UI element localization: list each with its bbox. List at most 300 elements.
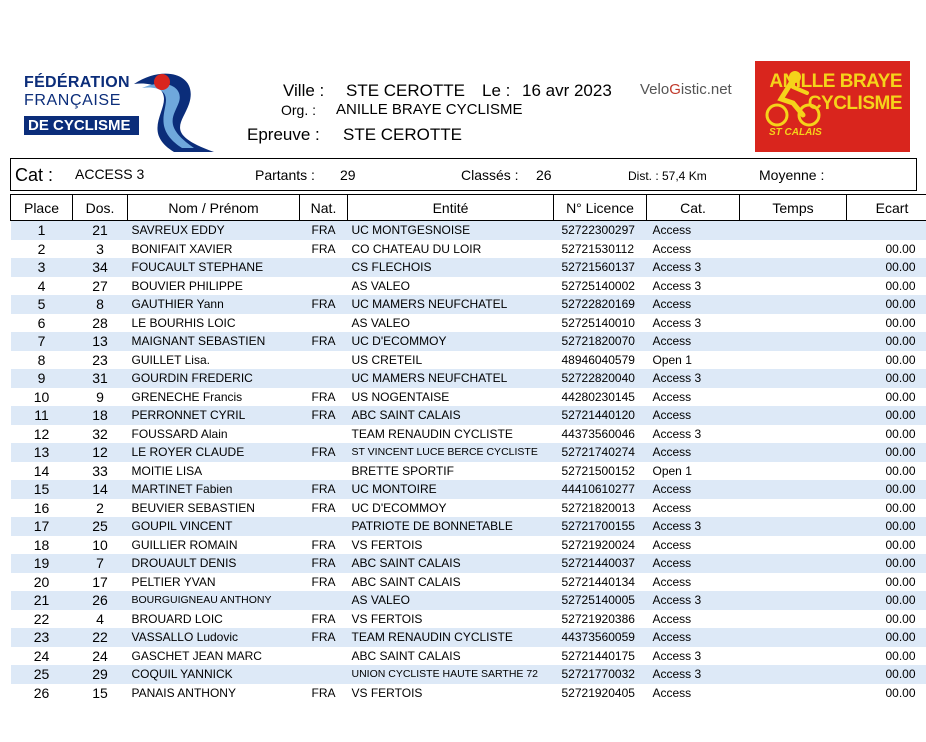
cell-temps: [740, 591, 847, 610]
classes-value: 26: [536, 167, 552, 183]
cell-ecart: 00.00: [847, 443, 926, 462]
cat-label: Cat :: [15, 165, 54, 185]
cell-nom: VASSALLO Ludovic: [128, 628, 300, 647]
org-label: Org. :: [281, 102, 317, 118]
cell-ecart: 00.00: [847, 406, 926, 425]
cell-ecart: 00.00: [885, 463, 916, 478]
cell-nom: GRENECHE Francis: [131, 389, 243, 404]
cell-cat: Access: [647, 406, 740, 425]
cell-nat: FRA: [311, 241, 336, 256]
cell-place: 22: [33, 610, 50, 627]
cell-entite: CO CHATEAU DU LOIR: [351, 241, 482, 256]
cell-place: 18: [33, 536, 50, 553]
cell-dos: 27: [92, 277, 108, 294]
table-row: [11, 665, 926, 684]
cell-cat: Access 3: [652, 278, 702, 293]
cell-place: 7: [11, 332, 73, 351]
cell-nat: [300, 425, 348, 444]
cell-temps: [740, 499, 847, 518]
federation-logo-line1: FÉDÉRATION: [24, 74, 130, 91]
cell-entite: ABC SAINT CALAIS: [351, 648, 461, 663]
results-table: [10, 194, 926, 702]
classes-label: Classés :: [461, 167, 519, 183]
cell-licence: 52725140010: [561, 315, 635, 330]
table-row: [11, 480, 926, 499]
cell-temps: [740, 628, 847, 647]
table-row: [11, 332, 926, 351]
table-row: [11, 295, 926, 314]
cell-nom: LE ROYER CLAUDE: [128, 443, 300, 462]
cell-ecart: 00.00: [885, 500, 916, 515]
cell-nat: [300, 351, 348, 370]
cell-temps: [740, 425, 847, 444]
federation-logo-line2: FRANÇAISE: [24, 92, 121, 109]
date-label: Le :: [482, 81, 511, 100]
cell-nat: FRA: [300, 295, 348, 314]
cell-temps: [740, 480, 847, 499]
cell-temps: [740, 332, 847, 351]
cell-dos: 34: [73, 258, 128, 277]
col-header-place[interactable]: Place: [11, 195, 73, 221]
cell-temps: [740, 443, 847, 462]
cell-nom: GOUPIL VINCENT: [128, 517, 300, 536]
cell-ecart: 00.00: [885, 352, 916, 367]
cell-licence: 52721920386: [561, 611, 635, 626]
cell-licence: 52721820070: [554, 332, 647, 351]
cell-dos: 31: [73, 369, 128, 388]
cell-place: 3: [11, 258, 73, 277]
cell-nom: FOUSSARD Alain: [131, 426, 228, 441]
club-logo: [755, 61, 910, 152]
cell-dos: 33: [92, 462, 108, 479]
cell-licence: 52721440037: [554, 554, 647, 573]
cell-cat: Access: [647, 221, 740, 240]
table-row: [11, 443, 926, 462]
cell-entite: VS FERTOIS: [351, 537, 423, 552]
cell-cat: Access: [652, 389, 692, 404]
cell-dos: 32: [92, 425, 108, 442]
cell-temps: [740, 314, 847, 333]
cell-nom: PELTIER YVAN: [131, 574, 216, 589]
cell-ecart: 00.00: [885, 648, 916, 663]
partants-label: Partants :: [255, 167, 315, 183]
cell-nat: FRA: [311, 389, 336, 404]
cell-temps: [740, 462, 847, 481]
cell-entite: AS VALEO: [351, 315, 410, 330]
cell-entite: PATRIOTE DE BONNETABLE: [348, 517, 554, 536]
cell-temps: [740, 258, 847, 277]
cell-entite: US CRETEIL: [351, 352, 423, 367]
cell-temps: [740, 684, 847, 703]
cell-dos: 4: [96, 610, 104, 627]
cell-licence: 52721440120: [554, 406, 647, 425]
cell-entite: UC MONTOIRE: [348, 480, 554, 499]
cell-place: 5: [11, 295, 73, 314]
cell-nat: [300, 314, 348, 333]
epreuve-value: STE CEROTTE: [343, 125, 463, 144]
federation-logo: [14, 64, 219, 152]
col-header-temps[interactable]: Temps: [740, 195, 847, 221]
cell-cat: Access: [652, 537, 692, 552]
cell-dos: 24: [92, 647, 108, 664]
cell-dos: 12: [73, 443, 128, 462]
cell-nom: MOITIE LISA: [131, 463, 203, 478]
cell-entite: UC MAMERS NEUFCHATEL: [348, 295, 554, 314]
cell-entite: AS VALEO: [348, 591, 554, 610]
cell-licence: 52721920405: [561, 685, 635, 700]
cell-temps: [740, 536, 847, 555]
cell-nat: [300, 647, 348, 666]
cell-temps: [740, 573, 847, 592]
cell-temps: [740, 295, 847, 314]
cell-temps: [740, 406, 847, 425]
epreuve-label: Epreuve :: [247, 125, 320, 144]
table-row: [11, 425, 926, 444]
cell-ecart: [847, 221, 926, 240]
cell-entite: CS FLECHOIS: [348, 258, 554, 277]
cell-cat: Access: [647, 628, 740, 647]
cell-nat: FRA: [300, 332, 348, 351]
cell-licence: 52721440134: [561, 574, 635, 589]
cell-nat: [300, 277, 348, 296]
cell-nat: [300, 258, 348, 277]
cell-dos: 29: [73, 665, 128, 684]
cell-cat: Access: [647, 480, 740, 499]
cell-entite: ST VINCENT LUCE BERCE CYCLISTE: [348, 443, 554, 462]
cell-nat: FRA: [311, 537, 336, 552]
cell-nom: BONIFAIT XAVIER: [131, 241, 233, 256]
cell-nat: [300, 369, 348, 388]
cell-licence: 44280230145: [561, 389, 635, 404]
cell-place: 26: [33, 684, 50, 701]
table-row: [11, 462, 926, 481]
cell-dos: 26: [73, 591, 128, 610]
cell-cat: Access: [652, 611, 692, 626]
cell-nom: BOUVIER PHILIPPE: [131, 278, 243, 293]
cell-place: 8: [37, 351, 46, 368]
cell-place: 23: [11, 628, 73, 647]
cell-cat: Access: [652, 500, 692, 515]
results-body: [11, 221, 926, 703]
cell-nat: FRA: [311, 500, 336, 515]
club-logo-name: [769, 71, 902, 115]
cell-licence: 52721820013: [561, 500, 635, 515]
cell-temps: [740, 221, 847, 240]
cell-temps: [740, 388, 847, 407]
cell-nom: SAVREUX EDDY: [128, 221, 300, 240]
ville-value: STE CEROTTE: [346, 81, 466, 100]
cell-dos: 28: [92, 314, 108, 331]
cell-nat: FRA: [300, 628, 348, 647]
col-header-entite[interactable]: Entité: [348, 195, 554, 221]
table-row: [11, 591, 926, 610]
cell-licence: 44410610277: [554, 480, 647, 499]
club-logo-line1: ANILLE BRAYE: [769, 71, 902, 92]
cell-dos: 25: [73, 517, 128, 536]
cell-cat: Open 1: [652, 352, 692, 367]
cell-temps: [740, 517, 847, 536]
cell-entite: VS FERTOIS: [351, 685, 423, 700]
cell-licence: 52721740274: [554, 443, 647, 462]
cell-place: 12: [33, 425, 50, 442]
cell-nom: GUILLIER ROMAIN: [131, 537, 238, 552]
cell-nat: FRA: [300, 554, 348, 573]
cell-temps: [740, 277, 847, 296]
cell-nom: BOURGUIGNEAU ANTHONY: [128, 591, 300, 610]
velogistic-part-c: istic.net: [680, 81, 732, 98]
cell-dos: 2: [96, 499, 104, 516]
cell-nat: FRA: [311, 611, 336, 626]
cell-cat: Access: [647, 295, 740, 314]
cell-entite: ABC SAINT CALAIS: [351, 574, 461, 589]
cell-dos: 10: [92, 536, 108, 553]
cell-licence: 52721440175: [561, 648, 635, 663]
cell-nom: BROUARD LOIC: [131, 611, 223, 626]
velogistic-part-a: Velo: [640, 81, 670, 98]
club-logo-sub: ST CALAIS: [769, 127, 822, 138]
table-row: [11, 647, 926, 666]
cell-nom: PANAIS ANTHONY: [131, 685, 236, 700]
cell-nat: FRA: [300, 406, 348, 425]
cell-cat: Open 1: [652, 463, 692, 478]
table-row: [11, 536, 926, 555]
cell-nom: LE BOURHIS LOIC: [131, 315, 236, 330]
cell-ecart: 00.00: [847, 591, 926, 610]
date-value: 16 avr 2023: [522, 81, 612, 100]
cell-entite: BRETTE SPORTIF: [351, 463, 454, 478]
cell-nom: MARTINET Fabien: [128, 480, 300, 499]
cell-place: 19: [11, 554, 73, 573]
cell-licence: 48946040579: [561, 352, 635, 367]
cell-ecart: 00.00: [847, 480, 926, 499]
cell-licence: 44373560059: [554, 628, 647, 647]
cell-nom: COQUIL YANNICK: [128, 665, 300, 684]
cell-dos: 8: [73, 295, 128, 314]
cell-ecart: 00.00: [885, 611, 916, 626]
velogistic-part-b: G: [669, 81, 681, 98]
col-header-ecart[interactable]: Ecart: [847, 195, 926, 221]
cell-dos: 15: [92, 684, 108, 701]
cell-place: 1: [11, 221, 73, 240]
cell-cat: Access 3: [647, 258, 740, 277]
cell-nat: [300, 591, 348, 610]
cell-cat: Access: [647, 554, 740, 573]
cell-nat: FRA: [311, 685, 336, 700]
cell-ecart: 00.00: [847, 554, 926, 573]
table-row: [11, 221, 926, 240]
cell-place: 25: [11, 665, 73, 684]
cell-nat: [300, 665, 348, 684]
table-row: [11, 554, 926, 573]
cell-ecart: 00.00: [847, 665, 926, 684]
cell-nom: GOURDIN FREDERIC: [128, 369, 300, 388]
cell-cat: Access 3: [647, 517, 740, 536]
cell-entite: UC MAMERS NEUFCHATEL: [348, 369, 554, 388]
cell-place: 2: [37, 240, 46, 257]
table-row: [11, 369, 926, 388]
cell-ecart: 00.00: [847, 295, 926, 314]
col-header-licence[interactable]: N° Licence: [554, 195, 647, 221]
race-info-bar: [10, 158, 917, 191]
cell-entite: AS VALEO: [351, 278, 410, 293]
cell-licence: 52721530112: [561, 241, 635, 256]
cell-nat: [300, 462, 348, 481]
cell-licence: 52725140005: [554, 591, 647, 610]
cell-nat: FRA: [300, 480, 348, 499]
cell-ecart: 00.00: [885, 315, 916, 330]
cell-temps: [740, 610, 847, 629]
cell-place: 20: [33, 573, 50, 590]
table-row: [11, 406, 926, 425]
table-row: [11, 351, 926, 370]
cell-dos: 22: [73, 628, 128, 647]
cell-nat: FRA: [300, 221, 348, 240]
cell-ecart: 00.00: [885, 278, 916, 293]
cell-nat: FRA: [300, 443, 348, 462]
cell-dos: 13: [73, 332, 128, 351]
cell-ecart: 00.00: [885, 537, 916, 552]
cell-ecart: 00.00: [885, 389, 916, 404]
table-row: [11, 314, 926, 333]
cell-dos: 21: [73, 221, 128, 240]
table-row: [11, 499, 926, 518]
cell-entite: UC D'ECOMMOY: [351, 500, 447, 515]
cell-licence: 52721770032: [554, 665, 647, 684]
partants-value: 29: [340, 167, 356, 183]
cell-nom: DROUAULT DENIS: [128, 554, 300, 573]
cell-temps: [740, 554, 847, 573]
cat-value: ACCESS 3: [75, 166, 145, 182]
cell-entite: ABC SAINT CALAIS: [348, 406, 554, 425]
distance: Dist. : 57,4 Km: [628, 169, 707, 183]
cell-entite: UC MONTGESNOISE: [348, 221, 554, 240]
table-row: [11, 258, 926, 277]
cell-place: 21: [11, 591, 73, 610]
cell-nom: FOUCAULT STEPHANE: [128, 258, 300, 277]
cell-cat: Access 3: [652, 648, 702, 663]
table-row: [11, 628, 926, 647]
cell-nom: GASCHET JEAN MARC: [131, 648, 262, 663]
cell-entite: TEAM RENAUDIN CYCLISTE: [351, 426, 513, 441]
club-logo-line2: CYCLISME: [807, 93, 902, 114]
moyenne-label: Moyenne :: [759, 167, 825, 183]
col-header-cat[interactable]: Cat.: [647, 195, 740, 221]
cell-licence: 52721560137: [554, 258, 647, 277]
cell-licence: 52722300297: [554, 221, 647, 240]
cell-cat: Access 3: [647, 591, 740, 610]
cell-cat: Access: [652, 685, 692, 700]
cell-nom: GUILLET Lisa.: [131, 352, 210, 367]
cell-place: 24: [33, 647, 50, 664]
cell-cat: Access: [652, 241, 692, 256]
cell-entite: VS FERTOIS: [351, 611, 423, 626]
cell-nat: [300, 517, 348, 536]
velogistic-brand: [640, 81, 732, 98]
cell-entite: US NOGENTAISE: [351, 389, 450, 404]
cell-dos: 9: [96, 388, 104, 405]
cell-licence: 52721500152: [561, 463, 635, 478]
cell-place: 9: [11, 369, 73, 388]
cell-temps: [740, 351, 847, 370]
cell-place: 11: [11, 406, 73, 425]
cell-ecart: 00.00: [847, 517, 926, 536]
table-row: [11, 573, 926, 592]
federation-logo-line3: DE CYCLISME: [24, 116, 139, 135]
cell-dos: 3: [96, 240, 104, 257]
table-row: [11, 240, 926, 259]
cell-place: 16: [33, 499, 50, 516]
ville-label: Ville :: [283, 81, 325, 100]
cell-cat: Access 3: [647, 665, 740, 684]
cell-cat: Access 3: [652, 315, 702, 330]
cell-temps: [740, 240, 847, 259]
cell-ecart: 00.00: [847, 628, 926, 647]
cell-cat: Access: [647, 332, 740, 351]
cell-nom: BEUVIER SEBASTIEN: [131, 500, 255, 515]
cell-place: 15: [11, 480, 73, 499]
cell-nom: MAIGNANT SEBASTIEN: [128, 332, 300, 351]
cell-nom: PERRONNET CYRIL: [128, 406, 300, 425]
cell-nom: GAUTHIER Yann: [128, 295, 300, 314]
cell-place: 13: [11, 443, 73, 462]
cell-licence: 52722820169: [554, 295, 647, 314]
cell-dos: 17: [92, 573, 108, 590]
cell-cat: Access 3: [647, 369, 740, 388]
cell-licence: 52721700155: [554, 517, 647, 536]
cell-entite: ABC SAINT CALAIS: [348, 554, 554, 573]
table-row: [11, 277, 926, 296]
cell-dos: 14: [73, 480, 128, 499]
cell-dos: 18: [73, 406, 128, 425]
cell-dos: 23: [92, 351, 108, 368]
cell-temps: [740, 647, 847, 666]
cell-place: 6: [37, 314, 46, 331]
cell-entite: UC D'ECOMMOY: [348, 332, 554, 351]
cell-ecart: 00.00: [847, 369, 926, 388]
cell-entite: UNION CYCLISTE HAUTE SARTHE 72: [348, 665, 554, 684]
cell-licence: 52722820040: [554, 369, 647, 388]
cell-licence: 44373560046: [561, 426, 635, 441]
cell-nat: FRA: [311, 574, 336, 589]
table-row: [11, 684, 926, 703]
cell-ecart: 00.00: [885, 574, 916, 589]
cell-place: 17: [11, 517, 73, 536]
cell-cat: Access: [652, 574, 692, 589]
col-header-nat[interactable]: Nat.: [300, 195, 348, 221]
cell-entite: TEAM RENAUDIN CYCLISTE: [348, 628, 554, 647]
cell-licence: 52725140002: [561, 278, 635, 293]
cell-ecart: 00.00: [847, 332, 926, 351]
cell-licence: 52721920024: [561, 537, 635, 552]
cell-cat: Access: [647, 443, 740, 462]
table-row: [11, 388, 926, 407]
cell-place: 4: [37, 277, 46, 294]
cell-cat: Access 3: [652, 426, 702, 441]
cell-ecart: 00.00: [885, 426, 916, 441]
table-row: [11, 517, 926, 536]
header-row: [11, 195, 926, 221]
org-value: ANILLE BRAYE CYCLISME: [336, 101, 523, 118]
cell-place: 14: [33, 462, 50, 479]
cell-ecart: 00.00: [885, 685, 916, 700]
cell-place: 10: [33, 388, 50, 405]
cell-temps: [740, 369, 847, 388]
cell-temps: [740, 665, 847, 684]
cell-ecart: 00.00: [885, 241, 916, 256]
col-header-nom[interactable]: Nom / Prénom: [128, 195, 300, 221]
cell-ecart: 00.00: [847, 258, 926, 277]
col-header-dos[interactable]: Dos.: [73, 195, 128, 221]
